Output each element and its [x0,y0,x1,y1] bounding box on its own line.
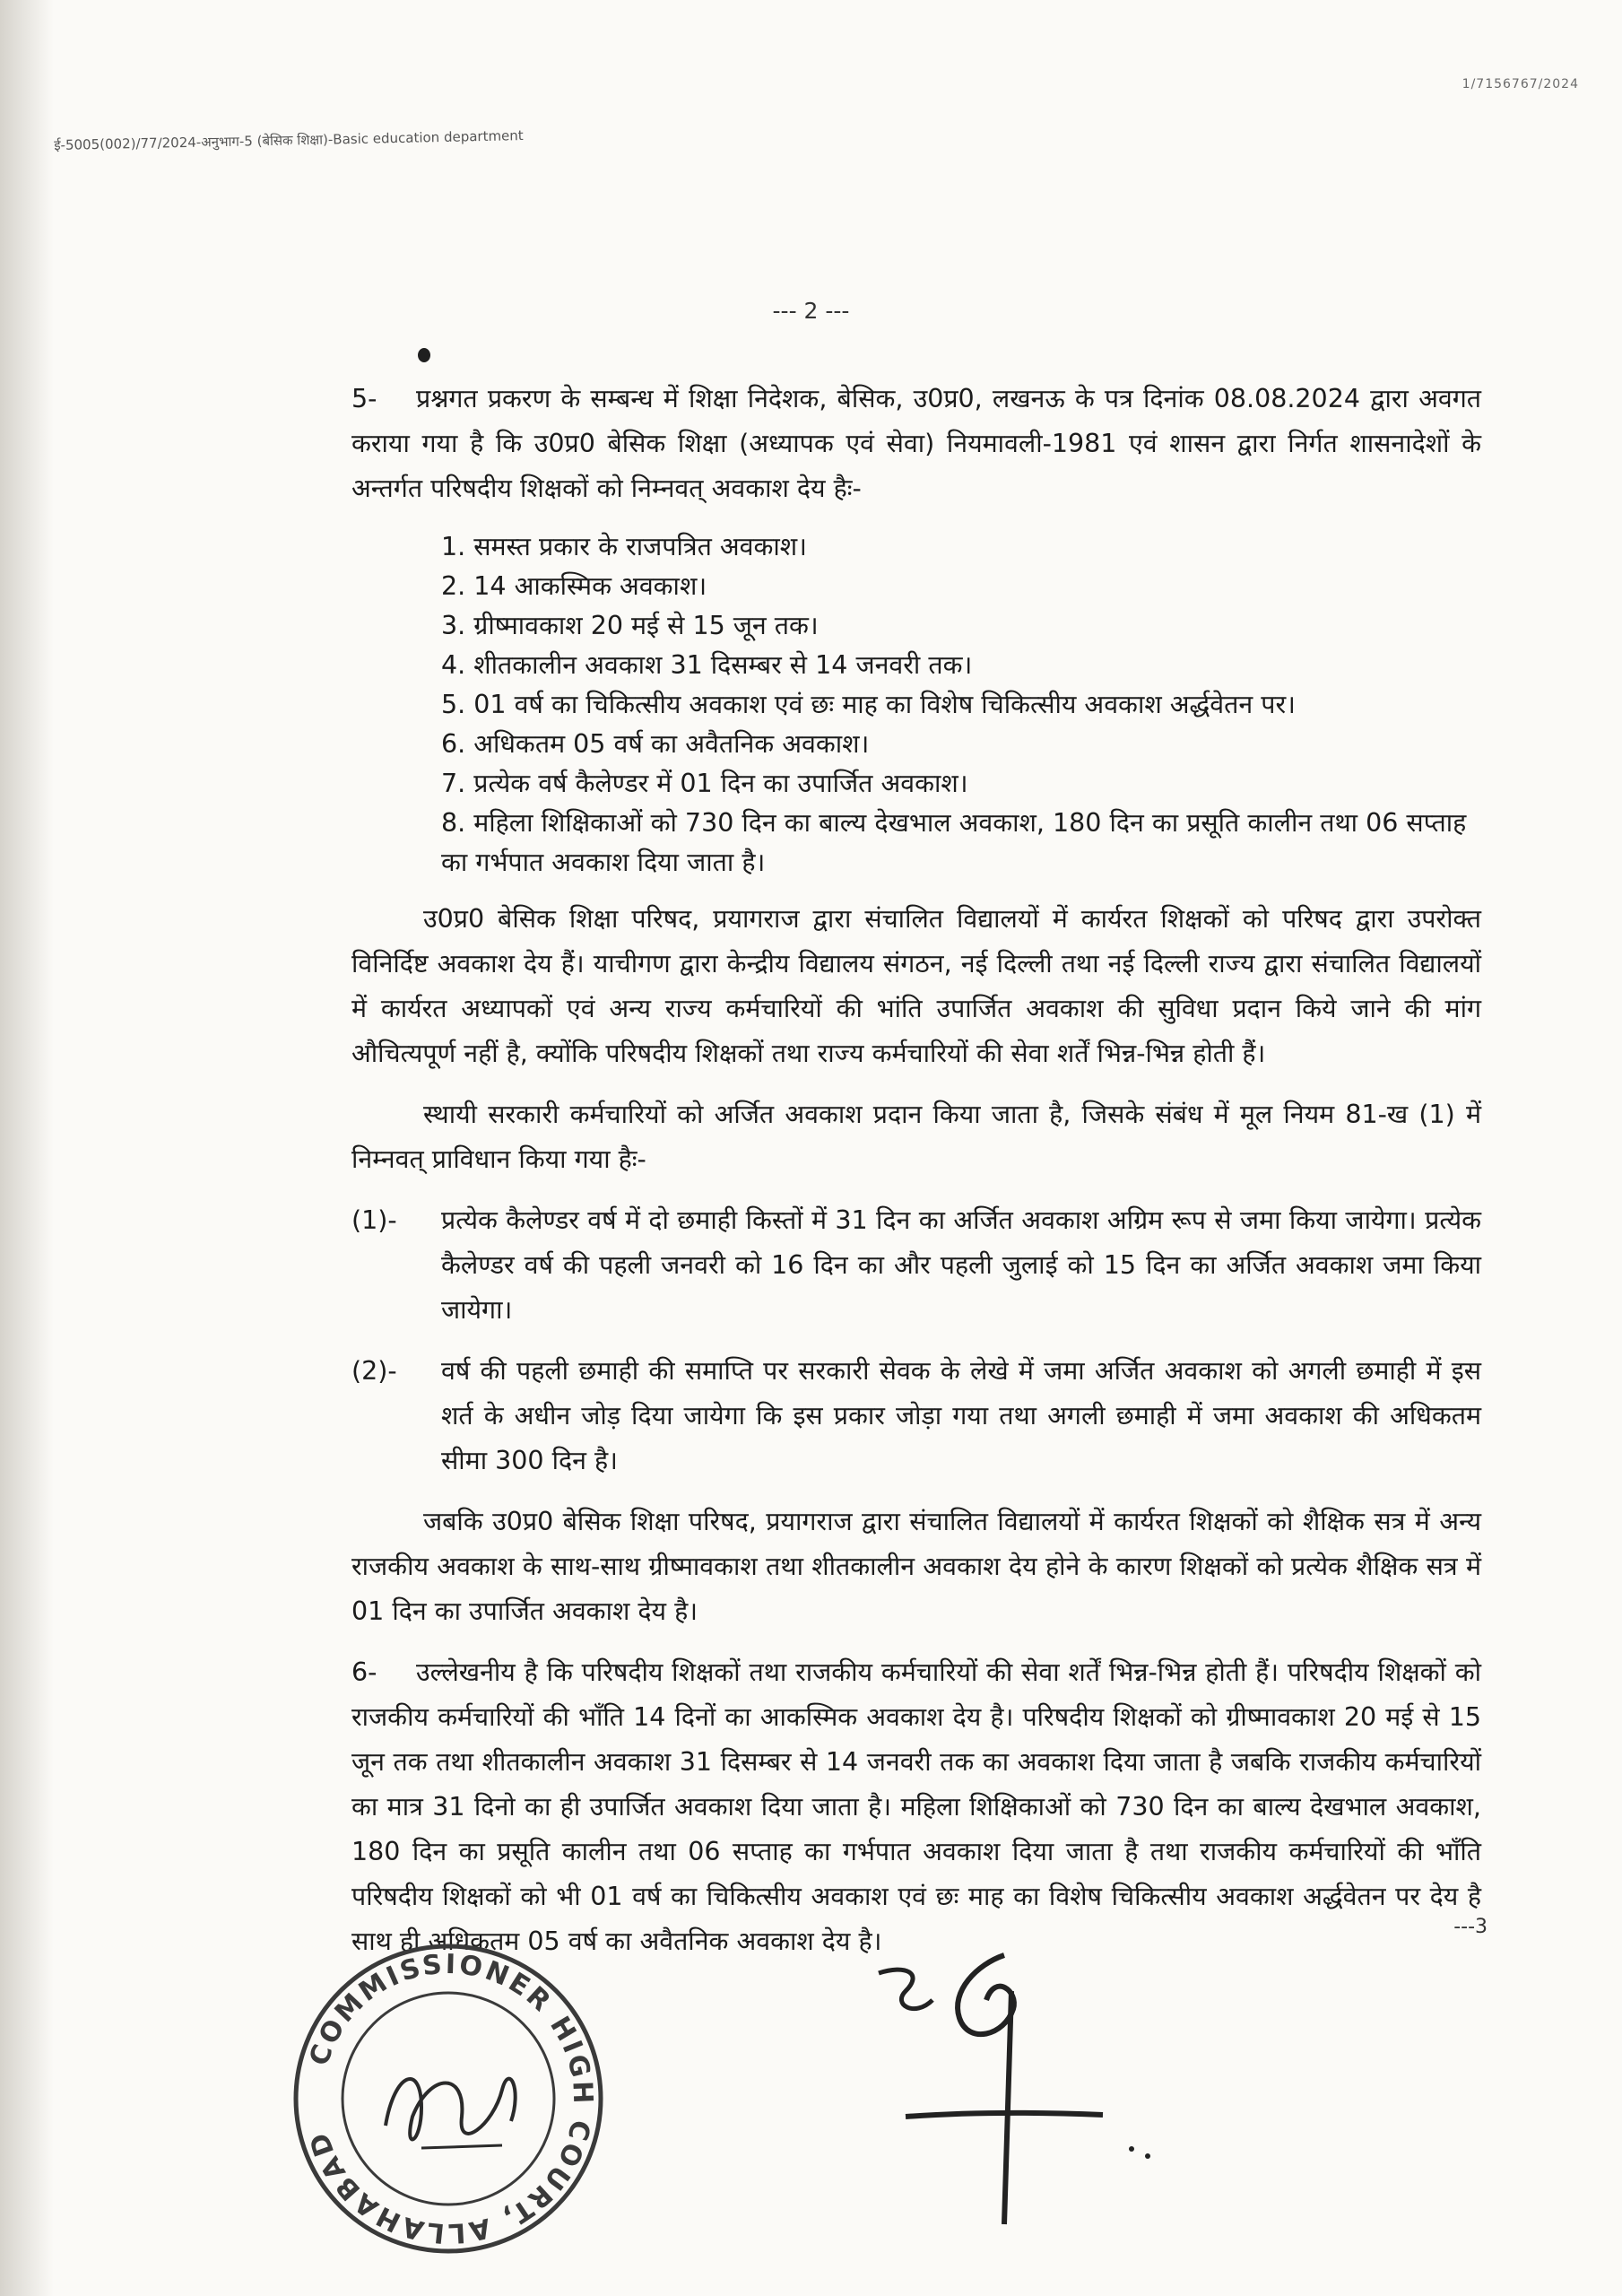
paragraph-text: उल्लेखनीय है कि परिषदीय शिक्षकों तथा राजकीय कर्मचारियों की सेवा शर्तें भिन्न-भिन्न होती हैं। परिषदीय शिक्षकों को राजकीय कर्मचारियों की भाँति 14 दिनों का आकस्मिक अवकाश देय है। परिषदीय शिक्षकों को ग्रीष्मावकाश 20 मई से 15 जून तक तथा शीतकालीन अवकाश 31 दिसम्बर से 14 जनवरी तक का अवकाश दिया जाता है जबकि राजकीय कर्मचारियों का मात्र 31 दिनो का ही उपार्जित अवकाश दिया जाता है। महिला शिक्षिकाओं को 730 दिन का बाल्य देखभाल अवकाश, 180 दिन का प्रसूति कालीन तथा 06 सप्ताह का गर्भपात अवकाश दिया जाता है तथा राजकीय कर्मचारियों की भाँति परिषदीय शिक्षकों को भी 01 वर्ष का चिकित्सीय अवकाश एवं छः माह का विशेष चिकित्सीय अवकाश अर्द्धवेतन पर देय है साथ ही अधिकतम 05 वर्ष का अवैतनिक अवकाश देय है। [351,1657,1481,1956]
leave-entitlement-list [351,527,1481,883]
file-header: ई-5005(002)/77/2024-अनुभाग-5 (बेसिक शिक्षा)-Basic education department [54,127,524,153]
clause-label: (2)- [351,1356,397,1386]
handwritten-signature [843,1937,1255,2242]
paragraph-5 [351,377,1481,511]
clause-label: (1)- [351,1205,397,1235]
ink-dot-mark [418,348,430,362]
list-item: 2. 14 आकस्मिक अवकाश। [441,571,707,601]
reference-number: 1/7156767/2024 [1462,77,1579,91]
paragraph-council: उ0प्र0 बेसिक शिक्षा परिषद, प्रयागराज द्वारा संचालित विद्यालयों में कार्यरत शिक्षकों को परिषद द्वारा उपरोक्त विनिर्दिष्ट अवकाश देय हैं। याचीगण द्वारा केन्द्रीय विद्यालय संगठन, नई दिल्ली तथा नई दिल्ली राज्य द्वारा संचालित विद्यालयों में कार्यरत अध्यापकों एवं अन्य राज्य कर्मचारियों की भांति उपार्जित अवकाश की सुविधा प्रदान किये जाने की मांग औचित्यपूर्ण नहीं है, क्योंकि परिषदीय शिक्षकों तथा राज्य कर्मचारियों की सेवा शर्तें भिन्न-भिन्न होती हैं। [351,904,1481,1068]
clause-text: प्रत्येक कैलेण्डर वर्ष में दो छमाही किस्तों में 31 दिन का अर्जित अवकाश अग्रिम रूप से जमा किया जायेगा। प्रत्येक कैलेण्डर वर्ष की पहली जनवरी को 16 दिन का और पहली जुलाई को 15 दिन का अर्जित अवकाश जमा किया जायेगा। [441,1205,1481,1325]
clause-text: वर्ष की पहली छमाही की समाप्ति पर सरकारी सेवक के लेखे में जमा अर्जित अवकाश को अगली छमाही में इस शर्त के अधीन जोड़ दिया जायेगा कि इस प्रकार जोड़ा गया तथा अगली छमाही में जमा अवकाश की अधिकतम सीमा 300 दिन है। [441,1356,1481,1475]
svg-text:COMMISSIONER HIGH COURT, ALLAH: COMMISSIONER HIGH COURT, ALLAHABAD [302,1948,599,2249]
list-item: 4. शीतकालीन अवकाश 31 दिसम्बर से 14 जनवरी तक। [441,650,973,680]
page-number: --- 2 --- [772,298,850,324]
list-item: 8. महिला शिक्षिकाओं को 730 दिन का बाल्य देखभाल अवकाश, 180 दिन का प्रसूति कालीन तथा 06 सप्ताह का गर्भपात अवकाश दिया जाता है। [441,808,1467,877]
continued-marker: ---3 [1453,1916,1488,1938]
paragraph-number: 5- [351,384,377,413]
list-item: 7. प्रत्येक वर्ष कैलेण्डर में 01 दिन का उपार्जित अवकाश। [441,769,968,798]
paragraph-number: 6- [351,1657,377,1687]
rule-clause-2 [351,1349,1481,1483]
court-seal-stamp [287,1937,610,2260]
paragraph-permanent-employees: स्थायी सरकारी कर्मचारियों को अर्जित अवकाश प्रदान किया जाता है, जिसके संबंध में मूल नियम 81-ख (1) में निम्नवत् प्राविधान किया गया हैः- [351,1100,1481,1174]
list-item: 5. 01 वर्ष का चिकित्सीय अवकाश एवं छः माह का विशेष चिकित्सीय अवकाश अर्द्धवेतन पर। [441,690,1296,719]
paragraph-6 [351,1650,1481,1964]
list-item: 6. अधिकतम 05 वर्ष का अवैतनिक अवकाश। [441,729,870,759]
rule-clause-1 [351,1198,1481,1333]
list-item: 3. ग्रीष्मावकाश 20 मई से 15 जून तक। [441,611,819,640]
paragraph-whereas: जबकि उ0प्र0 बेसिक शिक्षा परिषद, प्रयागराज द्वारा संचालित विद्यालयों में कार्यरत शिक्षकों को शैक्षिक सत्र में अन्य राजकीय अवकाश के साथ-साथ ग्रीष्मावकाश तथा शीतकालीन अवकाश देय होने के कारण शिक्षकों को प्रत्येक शैक्षिक सत्र में 01 दिन का उपार्जित अवकाश देय है। [351,1507,1481,1626]
document-body [351,377,1481,1980]
scan-shadow [0,0,54,2296]
list-item: 1. समस्त प्रकार के राजपत्रित अवकाश। [441,532,807,561]
paragraph-text: प्रश्नगत प्रकरण के सम्बन्ध में शिक्षा निदेशक, बेसिक, उ0प्र0, लखनऊ के पत्र दिनांक 08.08.2024 द्वारा अवगत कराया गया है कि उ0प्र0 बेसिक शिक्षा (अध्यापक एवं सेवा) नियमावली-1981 एवं शासन द्वारा निर्गत शासनादेशों के अन्तर्गत परिषदीय शिक्षकों को निम्नवत् अवकाश देय हैः- [351,384,1481,503]
